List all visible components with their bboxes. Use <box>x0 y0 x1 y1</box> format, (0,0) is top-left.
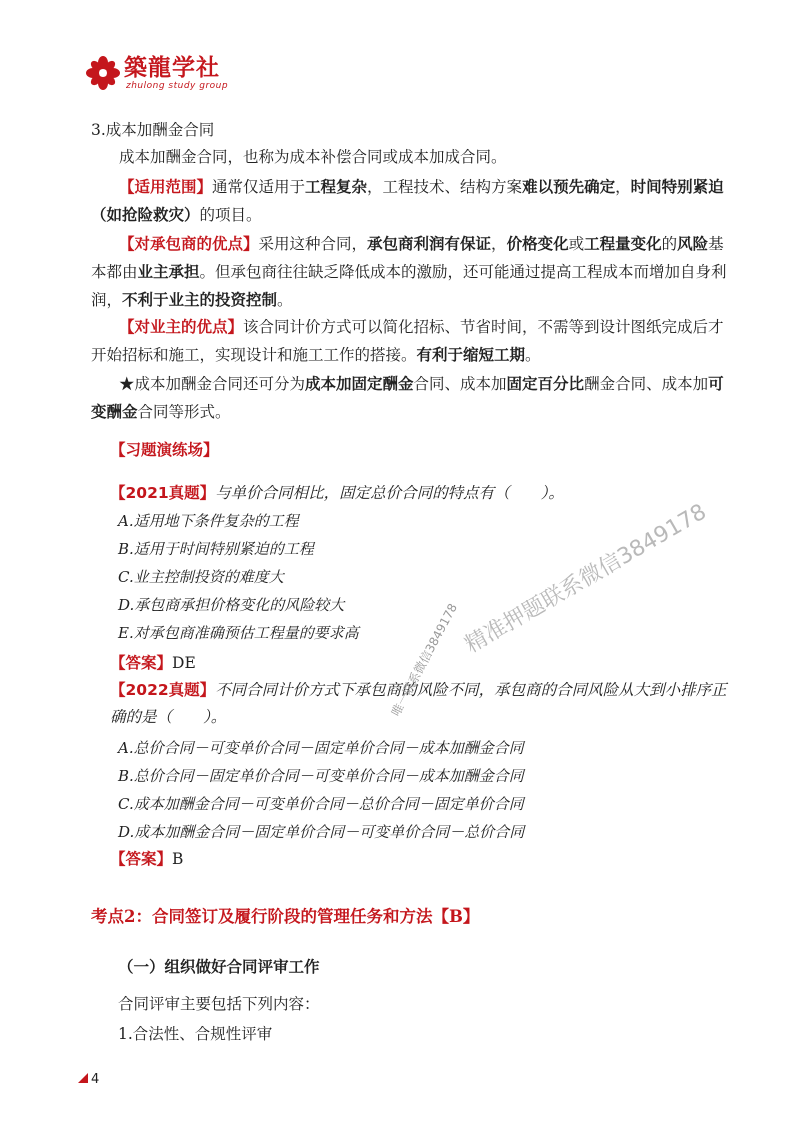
owner-paragraph: 【对业主的优点】该合同计价方式可以简化招标、节省时间，不需等到设计图纸完成后才开始招标和施工，实现设计和施工工作的搭接。有利于缩短工期。 <box>91 318 724 364</box>
scope-tag: 【适用范围】 <box>119 178 213 196</box>
owner-tag: 【对业主的优点】 <box>119 318 244 336</box>
q2-stem: 【2022真题】不同合同计价方式下承包商的风险不同，承包商的合同风险从大到小排序正确的是（ ）。 <box>110 681 727 726</box>
q1-stem: 【2021真题】与单价合同相比，固定总价合同的特点有（ ）。 <box>110 484 564 502</box>
q1-option-e: E.对承包商准确预估工程量的要求高 <box>118 624 359 642</box>
logo-name-en: zhulong study group <box>126 81 229 91</box>
scope-paragraph: 【适用范围】通常仅适用于工程复杂，工程技术、结构方案难以预先确定，时间特别紧迫（如抢险救灾）的项目。 <box>91 177 724 224</box>
q2-option-d: D.成本加酬金合同－固定单价合同－可变单价合同－总价合同 <box>118 823 525 841</box>
page-corner-triangle-icon <box>78 1073 88 1083</box>
contractor-paragraph: 【对承包商的优点】采用这种合同，承包商利润有保证，价格变化或工程量变化的风险基本都由业主承担。但承包商往往缺乏降低成本的激励，还可能通过提高工程成本而增加自身利润，不利于业主的投资控制。 <box>91 234 727 309</box>
q1-option-d: D.承包商承担价格变化的风险较大 <box>118 596 345 614</box>
q2-option-a: A.总价合同－可变单价合同－固定单价合同－成本加酬金合同 <box>118 739 524 757</box>
q2-option-c: C.成本加酬金合同－可变单价合同－总价合同－固定单价合同 <box>118 795 524 813</box>
watermark-main: 精准押题联系微信3849178 <box>461 499 711 659</box>
logo-name-cn: 築龍学社 <box>124 55 220 81</box>
q2-answer: 【答案】B <box>110 850 184 868</box>
page-number <box>78 1072 99 1087</box>
star-paragraph: ★成本加酬金合同还可分为成本加固定酬金合同、成本加固定百分比酬金合同、成本加可变酬金合同等形式。 <box>91 374 724 421</box>
sub1-title: （一）组织做好合同评审工作 <box>118 957 320 976</box>
page-number-value: 4 <box>91 1072 100 1087</box>
kaodian2-title: 考点2：合同签订及履行阶段的管理任务和方法【B】 <box>91 907 480 926</box>
sub1-line2: 1.合法性、合规性评审 <box>118 1025 273 1043</box>
section-title: 3.成本加酬金合同 <box>91 121 215 139</box>
q1-option-b: B.适用于时间特别紧迫的工程 <box>118 540 314 558</box>
logo <box>86 54 236 94</box>
zhulong-flower-logo-icon <box>86 56 120 90</box>
q1-option-c: C.业主控制投资的难度大 <box>118 568 284 586</box>
q1-option-a: A.适用地下条件复杂的工程 <box>118 512 299 530</box>
practice-title: 【习题演练场】 <box>110 441 219 459</box>
q2-option-b: B.总价合同－固定单价合同－可变单价合同－成本加酬金合同 <box>118 767 524 785</box>
q2-tag: 【2022真题】 <box>110 681 216 699</box>
section-intro: 成本加酬金合同，也称为成本补偿合同或成本加成合同。 <box>119 148 507 166</box>
q1-answer: 【答案】DE <box>110 654 196 672</box>
contractor-tag: 【对承包商的优点】 <box>119 235 259 253</box>
sub1-line1: 合同评审主要包括下列内容： <box>118 995 320 1013</box>
q1-tag: 【2021真题】 <box>110 484 216 502</box>
watermark-secondary: 唯一联系微信3849178 <box>388 601 461 719</box>
